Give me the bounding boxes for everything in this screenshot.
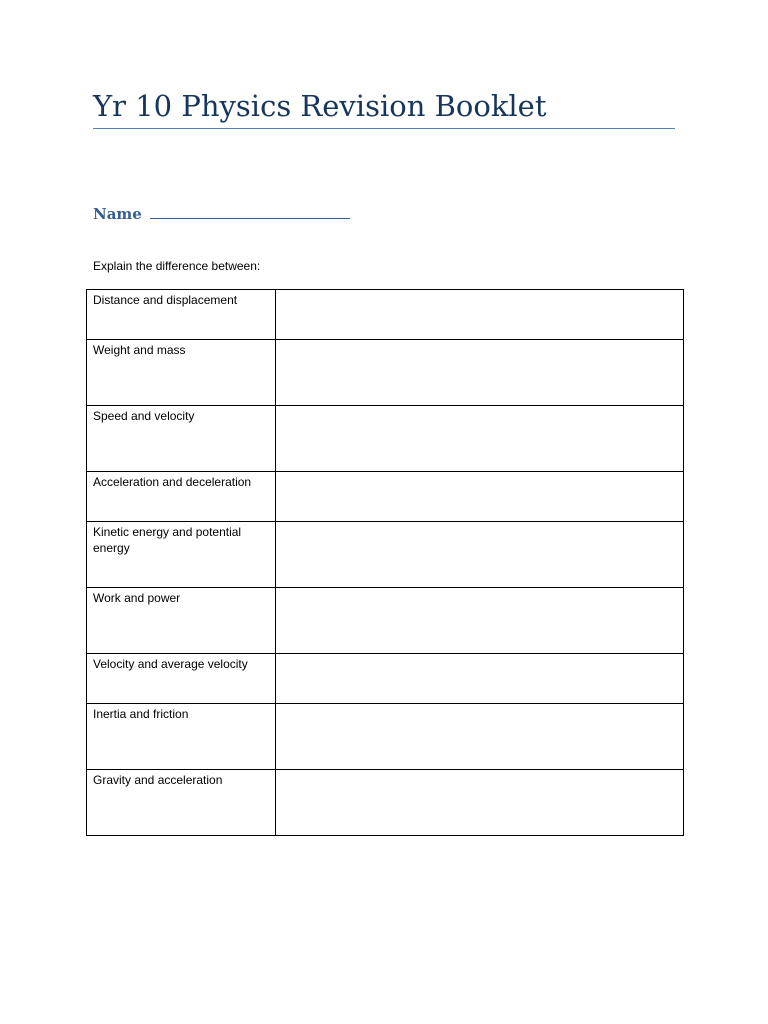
term-cell: Weight and mass [87,340,276,406]
term-cell: Velocity and average velocity [87,654,276,704]
answer-cell[interactable] [276,522,684,588]
answer-cell[interactable] [276,472,684,522]
table-row [87,290,684,340]
name-label: Name [93,205,142,223]
table-row [87,588,684,654]
term-cell: Work and power [87,588,276,654]
revision-table [86,289,684,836]
table-row [87,340,684,406]
table-row [87,654,684,704]
table-row [87,770,684,836]
term-cell: Distance and displacement [87,290,276,340]
table-row [87,704,684,770]
title-underline [93,128,675,129]
term-cell: Acceleration and deceleration [87,472,276,522]
term-cell: Speed and velocity [87,406,276,472]
answer-cell[interactable] [276,770,684,836]
name-blank-line[interactable] [150,203,350,219]
table-row [87,522,684,588]
name-field-row [93,203,350,225]
answer-cell[interactable] [276,654,684,704]
term-cell: Gravity and acceleration [87,770,276,836]
answer-cell[interactable] [276,588,684,654]
answer-cell[interactable] [276,340,684,406]
answer-cell[interactable] [276,290,684,340]
answer-cell[interactable] [276,406,684,472]
term-cell: Inertia and friction [87,704,276,770]
table-row [87,472,684,522]
term-cell: Kinetic energy and potential energy [87,522,276,588]
table-row [87,406,684,472]
document-title: Yr 10 Physics Revision Booklet [93,89,547,123]
instruction-text: Explain the difference between: [93,259,261,273]
answer-cell[interactable] [276,704,684,770]
